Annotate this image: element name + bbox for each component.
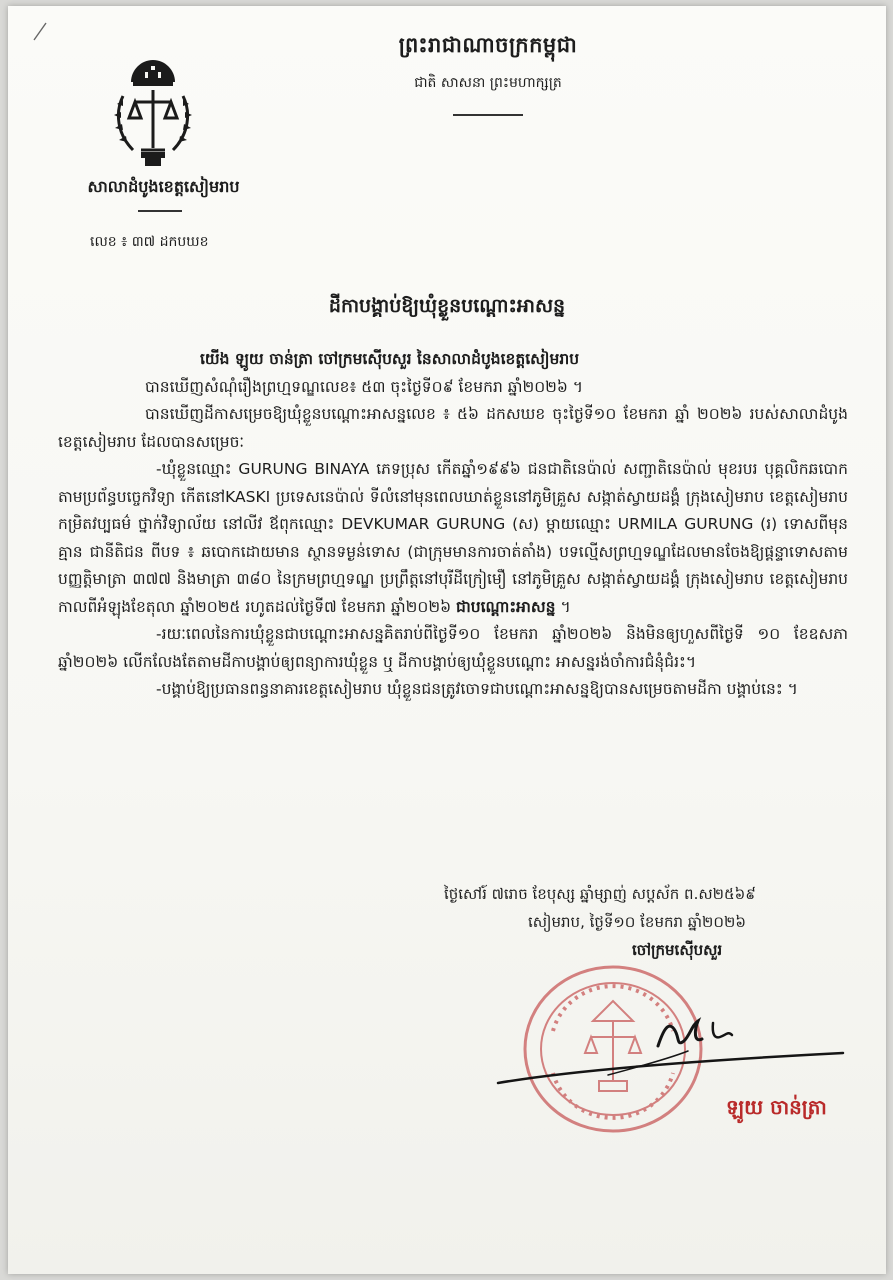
court-name: សាលាដំបូងខេត្តសៀមរាប [87,177,240,196]
signer-role: ចៅក្រមស៊ើបសួរ [632,941,723,959]
document-page [8,6,886,1274]
intro-line: យើង ឡូយ ចាន់ត្រា ចៅក្រមស៊ើបសួរ នៃសាលាដំបូងខេត្តសៀមរាប [200,350,580,368]
dating-block [444,880,864,964]
detention-end: ។ [555,597,571,616]
national-motto: ជាតិ សាសនា ព្រះមហាក្សត្រ [414,75,562,91]
detention-text: -ឃុំខ្លួនឈ្មោះ GURUNG BINAYA ភេទប្រុស កើតឆ្នាំ១៩៩៦ ជនជាតិនេប៉ាល់ សញ្ជាតិនេប៉ាល់ មុខរបរ បុគ្គលិកឆបោកតាមប្រព័ន្ធបច្ចេកវិទ្យា កើតនៅKASKI ប្រទេសនេប៉ាល់ ទីលំនៅមុនពេលឃាត់ខ្លួននៅភូមិគ្រួស សង្កាត់ស្វាយដង្គំ ក្រុងសៀមរាប ខេត្តសៀមរាប កម្រិតវប្បធម៌ ថ្នាក់វិទ្យាល័យ នៅលីវ ឪពុកឈ្មោះ DEVKUMAR GURUNG (ស) ម្ដាយឈ្មោះ URMILA GURUNG (រ) ទោសពីមុន គ្មាន ជានីតិជន ពីបទ ៖ ឆបោកដោយមាន ស្ថានទម្ងន់ទោស (ជាក្រុមមានការចាត់តាំង) បទល្មើសព្រហ្មទណ្ឌដែលមានចែងឱ្យផ្ដន្ទាទោសតាមបញ្ញត្តិមាត្រា ៣៧៧ និងមាត្រា ៣៨០ នៃក្រមព្រហ្មទណ្ឌ ប្រព្រឹត្តនៅបុរីដីក្រៀមឿ នៅភូមិគ្រួស សង្កាត់ស្វាយដង្គំ ក្រុងសៀមរាប ខេត្តសៀមរាប កាលពីអំឡុងខែតុលា ឆ្នាំ២០២៥ រហូតដល់ថ្ងៃទី៧ ខែមករា ឆ្នាំ២០២៦ [58,460,848,616]
seen-case-line: បានឃើញសំណុំរឿងព្រហ្មទណ្ឌលេខ៖ ៥៣ ចុះថ្ងៃទី០៩ ខែមករា ឆ្នាំ២០២៦ ។ [145,377,584,396]
lunar-date: ថ្ងៃសៅរ៍ ៧រោច ខែបុស្ស ឆ្នាំម្សាញ់ សប្តស័ក ព.ស២៥៦៩ [444,885,756,903]
solar-date: សៀមរាប, ថ្ងៃទី១០ ខែមករា ឆ្នាំ២០២៦ [528,913,746,931]
detention-period-paragraph: -រយៈពេលនៃការឃុំខ្លួនជាបណ្ដោះអាសន្នគិតរាប់ពីថ្ងៃទី១០ ខែមករា ឆ្នាំ២០២៦ និងមិនឲ្យហួសពីថ្ងៃទី ១០ ខែឧសភា ឆ្នាំ២០២៦ លើកលែងតែតាមដីកាបង្គាប់ឲ្យពន្យាការឃុំខ្លួន ឬ ដីកាបង្គាប់ឲ្យឃុំខ្លួនបណ្ដោះ អាសន្នរង់ចាំការជំនុំជំរះ។ [58,625,848,671]
kingdom-title: ព្រះរាជាណាចក្រកម្ពុជា [398,33,578,57]
handwritten-signature [488,991,858,1101]
page-crease-mark [32,20,50,42]
reference-number: លេខ ៖ ៣៧ ដកបឃខ [90,234,209,250]
court-emblem-icon [111,56,195,176]
prison-order-paragraph: -បង្គាប់ឱ្យប្រធានពន្ធនាគារខេត្តសៀមរាប ឃុំខ្លួនជនត្រូវចោទជាបណ្ដោះអាសន្នឱ្យបានសម្រេចតាមដីកា បង្គាប់នេះ ។ [156,680,798,698]
kingdom-header [338,32,638,116]
detention-paragraph [58,456,848,621]
court-divider [138,210,182,212]
document-title: ដីកាបង្គាប់ឱ្យឃុំខ្លួនបណ្ដោះអាសន្ន [328,295,566,317]
document-body [58,346,848,704]
header-divider [453,114,523,116]
detention-emphasis: ជាបណ្ដោះអាសន្ន [456,597,556,616]
seen-decision-paragraph: បានឃើញដីកាសម្រេចឱ្យឃុំខ្លួនបណ្ដោះអាសន្នលេខ ៖ ៥៦ ដកសឃខ ចុះថ្ងៃទី១០ ខែមករា ឆ្នាំ ២០២៦ របស់សាលាដំបូងខេត្តសៀមរាប ដែលបានសម្រេចៈ [58,405,848,451]
signature-name: ឡូយ ចាន់ត្រា [726,1095,827,1119]
